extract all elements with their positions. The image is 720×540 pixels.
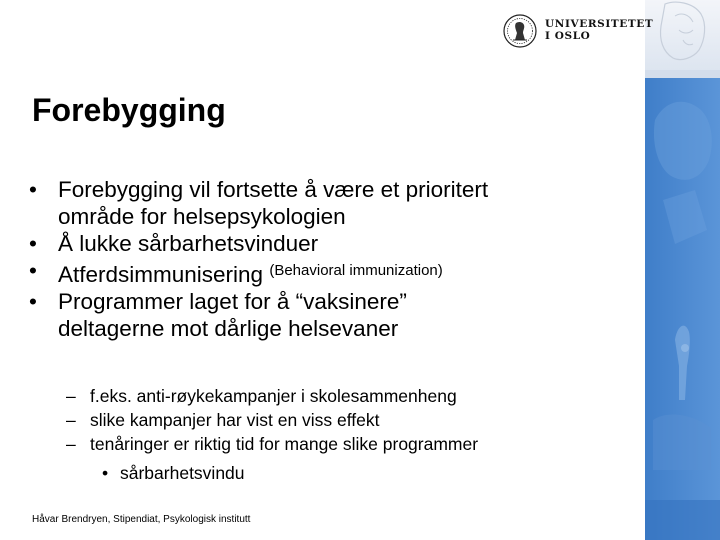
slide-title: Forebygging	[32, 92, 226, 128]
bullet-item	[28, 288, 628, 342]
sub-sub-bullet-item	[102, 461, 245, 485]
bullet-text-line: Å lukke sårbarhetsvinduer	[58, 231, 319, 256]
bullet-list	[28, 176, 628, 342]
bullet-marker: •	[29, 177, 37, 202]
sub-sub-bullet-text: sårbarhetsvindu	[120, 463, 245, 483]
sub-bullet-marker: –	[66, 386, 76, 406]
bullet-item	[28, 176, 628, 230]
sub-bullet-marker: –	[66, 434, 76, 454]
sub-bullet-text: tenåringer er riktig tid for mange slike programmer	[90, 434, 479, 454]
bullet-text-line: Programmer laget for å “vaksinere”	[58, 289, 407, 314]
bullet-superscript: (Behavioral immunization)	[269, 262, 443, 279]
logo-line-2: I OSLO	[545, 30, 591, 42]
statue-head-decoration	[645, 0, 720, 540]
bullet-marker: •	[29, 258, 37, 283]
bullet-text-line: deltagerne mot dårlige helsevaner	[58, 316, 399, 341]
side-decoration	[645, 0, 720, 540]
logo-line-1: UNIVERSITETET	[545, 18, 654, 30]
bullet-text-line: Forebygging vil fortsette å være et prioritert	[58, 177, 489, 202]
bullet-marker: •	[29, 231, 37, 256]
bullet-text-line: område for helsepsykologien	[58, 204, 346, 229]
university-logo	[503, 14, 654, 50]
university-seal-icon	[503, 14, 537, 48]
sub-bullet-item	[66, 432, 626, 456]
sub-bullet-item	[66, 408, 626, 432]
bullet-item	[28, 230, 628, 257]
bullet-text-line	[58, 257, 628, 288]
bullet-item	[28, 257, 628, 288]
sub-sub-bullet-marker: •	[102, 463, 109, 483]
sub-bullet-item	[66, 384, 626, 408]
bullet-marker: •	[29, 289, 37, 314]
sub-bullet-marker: –	[66, 410, 76, 430]
slide-footer: Håvar Brendryen, Stipendiat, Psykologisk institutt	[32, 514, 251, 525]
university-name	[545, 18, 653, 42]
bullet-text: Atferdsimmunisering	[58, 262, 264, 287]
sub-bullet-list	[66, 384, 626, 456]
sub-bullet-text: f.eks. anti-røykekampanjer i skolesammenheng	[90, 386, 457, 406]
sub-bullet-text: slike kampanjer har vist en viss effekt	[90, 410, 380, 430]
